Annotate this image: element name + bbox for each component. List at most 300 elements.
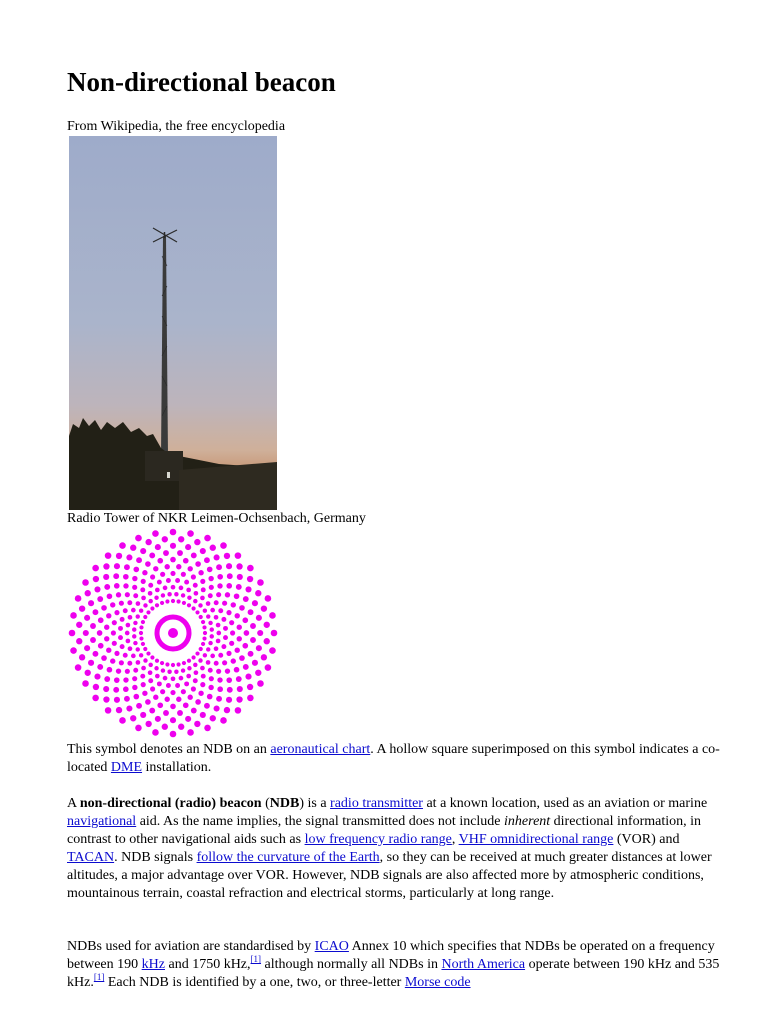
symbol-dot xyxy=(235,707,242,714)
symbol-dot xyxy=(148,678,153,683)
link-vhf-omnidirectional-range[interactable]: VHF omnidirectional range xyxy=(458,832,614,847)
symbol-dot xyxy=(222,660,227,665)
symbol-dot xyxy=(182,661,186,665)
symbol-dot xyxy=(203,631,207,635)
symbol-dot xyxy=(182,601,186,605)
symbol-dot xyxy=(118,635,123,640)
symbol-dot xyxy=(136,703,142,709)
symbol-dot xyxy=(163,676,168,681)
symbol-dot xyxy=(177,550,183,556)
link-dme[interactable]: DME xyxy=(110,760,143,775)
symbol-dot xyxy=(90,637,96,643)
symbol-dot xyxy=(183,558,189,564)
symbol-dot xyxy=(70,612,77,619)
field xyxy=(179,462,277,510)
symbol-dot xyxy=(88,660,94,666)
symbol-dot xyxy=(163,586,168,591)
symbol-dot xyxy=(206,601,211,606)
symbol-dot xyxy=(194,591,199,596)
symbol-dot xyxy=(229,641,234,646)
symbol-dot xyxy=(123,686,129,692)
symbol-dot xyxy=(113,573,119,579)
symbol-dot xyxy=(114,583,120,589)
symbol-dot xyxy=(200,596,205,601)
symbol-dot xyxy=(237,636,242,641)
symbol-dot xyxy=(245,586,251,592)
symbol-dot xyxy=(143,615,147,619)
link-aeronautical-chart[interactable]: aeronautical chart xyxy=(270,742,371,757)
symbol-dot xyxy=(116,553,122,559)
symbol-dot xyxy=(193,663,197,667)
symbol-dot xyxy=(216,631,221,636)
symbol-dot xyxy=(124,564,130,570)
ndb-chart-symbol[interactable] xyxy=(68,528,278,738)
symbol-dot xyxy=(248,651,254,657)
symbol-dot xyxy=(128,646,133,651)
symbol-dot xyxy=(76,638,82,644)
symbol-dot xyxy=(83,630,89,636)
symbol-dot xyxy=(118,626,123,631)
symbol-dot xyxy=(210,634,214,638)
symbol-dot xyxy=(114,651,119,656)
symbol-dot xyxy=(255,590,261,596)
symbol-dot xyxy=(208,621,212,625)
symbol-dot xyxy=(179,676,184,681)
symbol-dot xyxy=(220,717,227,724)
symbol-dot xyxy=(136,601,141,606)
symbol-dot xyxy=(171,599,175,603)
symbol-dot xyxy=(195,651,199,655)
symbol-dot xyxy=(201,620,205,624)
symbol-dot xyxy=(256,615,262,621)
symbol-dot xyxy=(247,695,254,702)
symbol-dot xyxy=(204,557,210,563)
symbol-dot xyxy=(170,731,177,738)
symbol-dot xyxy=(216,639,221,644)
symbol-dot xyxy=(170,690,175,695)
symbol-dot xyxy=(199,615,203,619)
symbol-dot xyxy=(191,606,195,610)
symbol-dot xyxy=(225,668,230,673)
symbol-dot xyxy=(247,565,254,572)
symbol-dot xyxy=(140,712,146,718)
symbol-dot xyxy=(195,561,201,567)
link-khz[interactable]: kHz xyxy=(141,957,165,972)
symbol-dot xyxy=(178,536,184,542)
symbol-dot xyxy=(136,614,140,618)
symbol-dot xyxy=(200,548,206,554)
symbol-dot xyxy=(252,660,258,666)
symbol-dot xyxy=(234,667,240,673)
symbol-dot xyxy=(140,674,145,679)
symbol-dot xyxy=(257,680,264,687)
symbol-dot xyxy=(191,686,196,691)
symbol-dot xyxy=(265,595,272,602)
symbol-dot xyxy=(227,573,233,579)
link-earth-curvature[interactable]: follow the curvature of the Earth xyxy=(196,850,380,865)
symbol-dot xyxy=(157,580,162,585)
link-morse-code[interactable]: Morse code xyxy=(404,975,471,990)
symbol-dot xyxy=(165,697,170,702)
symbol-dot xyxy=(165,662,169,666)
symbol-dot xyxy=(141,579,146,584)
symbol-dot xyxy=(126,623,131,628)
symbol-dot xyxy=(132,685,137,690)
symbol-dot xyxy=(130,715,136,721)
symbol-dot xyxy=(231,658,236,663)
symbol-dot xyxy=(257,630,263,636)
symbol-dot xyxy=(221,617,226,622)
symbol-dot xyxy=(166,578,171,583)
symbol-dot xyxy=(188,695,193,700)
symbol-dot xyxy=(163,550,169,556)
symbol-dot xyxy=(155,603,159,607)
symbol-dot xyxy=(155,716,161,722)
symbol-dot xyxy=(203,608,207,612)
symbol-dot xyxy=(136,647,140,651)
symbol-dot xyxy=(110,658,115,663)
symbol-dot xyxy=(226,610,231,615)
symbol-dot xyxy=(131,608,136,613)
symbol-dot xyxy=(175,683,180,688)
symbol-dot xyxy=(136,660,141,665)
symbol-dot xyxy=(160,689,165,694)
symbol-dot xyxy=(126,554,132,560)
symbol-dot xyxy=(226,677,232,683)
symbol-dot xyxy=(82,680,89,687)
symbol-dot xyxy=(120,617,125,622)
symbol-dot xyxy=(265,664,272,671)
symbol-dot xyxy=(103,686,109,692)
symbol-dot xyxy=(105,552,112,559)
symbol-dot xyxy=(204,535,211,542)
symbol-dot xyxy=(170,529,177,536)
symbol-dot xyxy=(135,725,142,732)
symbol-dot xyxy=(193,678,198,683)
symbol-dot xyxy=(208,593,213,598)
symbol-dot xyxy=(174,592,178,596)
symbol-dot xyxy=(155,674,160,679)
term-ndb: NDB xyxy=(269,796,300,811)
symbol-dot xyxy=(150,655,154,659)
symbol-dot xyxy=(161,593,165,597)
symbol-dot xyxy=(194,721,200,727)
symbol-dot xyxy=(142,570,147,575)
symbol-dot xyxy=(155,588,160,593)
term-non-directional-beacon: non-directional (radio) beacon xyxy=(79,796,262,811)
symbol-dot xyxy=(162,536,168,542)
symbol-dot xyxy=(166,683,171,688)
symbol-dot xyxy=(139,625,143,629)
symbol-dot xyxy=(214,554,220,560)
symbol-dot xyxy=(127,661,132,666)
symbol-dot xyxy=(141,666,146,671)
symbol-dot xyxy=(150,606,154,610)
link-icao[interactable]: ICAO xyxy=(314,939,349,954)
symbol-dot xyxy=(110,602,115,607)
symbol-dot xyxy=(104,625,109,630)
symbol-dot xyxy=(123,653,128,658)
symbol-dot xyxy=(104,636,109,641)
symbol-dot xyxy=(237,574,243,580)
symbol-dot xyxy=(114,563,120,569)
symbol-dot xyxy=(179,586,184,591)
symbol-dot xyxy=(187,530,194,537)
symbol-dot xyxy=(230,630,235,635)
symbol-dot xyxy=(187,729,194,736)
symbol-dot xyxy=(140,548,146,554)
symbol-dot xyxy=(214,646,219,651)
symbol-dot xyxy=(79,654,85,660)
symbol-dot xyxy=(194,670,199,675)
symbol-dot xyxy=(237,625,242,630)
symbol-dot xyxy=(191,655,195,659)
symbol-dot xyxy=(186,674,191,679)
link-north-america[interactable]: North America xyxy=(441,957,526,972)
symbol-dot xyxy=(167,670,171,674)
symbol-dot xyxy=(237,686,243,692)
symbol-dot xyxy=(146,651,150,655)
symbol-dot xyxy=(181,668,185,672)
tower-caption: Radio Tower of NKR Leimen-Ochsenbach, Germany xyxy=(67,511,366,526)
symbol-dot xyxy=(93,576,99,582)
symbol-dot xyxy=(210,627,214,631)
link-navigational[interactable]: navigational xyxy=(67,814,137,829)
symbol-dot xyxy=(119,717,126,724)
symbol-dot xyxy=(127,600,132,605)
symbol-dot xyxy=(116,668,121,673)
symbol-dot xyxy=(153,566,158,571)
symbol-dot xyxy=(200,712,206,718)
symbol-dot xyxy=(222,601,227,606)
symbol-dot xyxy=(148,591,153,596)
symbol-dot xyxy=(157,558,163,564)
symbol-caption: This symbol denotes an NDB on an aeronautical chart. A hollow square superimposed on this symbol indicates a co-located DME installation. xyxy=(67,742,720,775)
symbol-dot xyxy=(176,697,181,702)
link-tacan[interactable]: TACAN xyxy=(67,850,115,865)
symbol-dot xyxy=(101,655,107,661)
symbol-dot xyxy=(214,705,220,711)
symbol-dot xyxy=(162,724,168,730)
symbol-dot xyxy=(75,664,82,671)
symbol-dot xyxy=(149,708,155,714)
symbol-dot xyxy=(101,605,107,611)
symbol-dot xyxy=(150,686,155,691)
symbol-dot xyxy=(217,686,223,692)
symbol-dot xyxy=(210,654,215,659)
symbol-dot xyxy=(236,696,242,702)
symbol-dot xyxy=(139,653,143,657)
symbol-dot xyxy=(165,599,169,603)
symbol-dot xyxy=(130,545,136,551)
symbol-dot xyxy=(191,574,196,579)
symbol-dot xyxy=(125,592,130,597)
symbol-dot xyxy=(216,623,221,628)
symbol-dot xyxy=(148,670,153,675)
symbol-dot xyxy=(157,681,162,686)
symbol-dot xyxy=(123,677,128,682)
symbol-dot xyxy=(98,643,104,649)
symbol-center-dot xyxy=(168,628,178,638)
symbol-dot xyxy=(107,593,113,599)
symbol-dot xyxy=(123,574,129,580)
symbol-dot xyxy=(93,609,99,615)
symbol-dot xyxy=(243,596,249,602)
symbol-dot xyxy=(209,585,214,590)
symbol-dot xyxy=(234,593,240,599)
symbol-dot xyxy=(119,660,124,665)
symbol-dot xyxy=(82,579,89,586)
symbol-dot xyxy=(128,615,133,620)
symbol-dot xyxy=(94,586,100,592)
symbol-dot xyxy=(133,694,139,700)
symbol-dot xyxy=(126,639,131,644)
symbol-dot xyxy=(217,583,222,588)
hut xyxy=(145,451,183,481)
symbol-dot xyxy=(223,626,228,631)
symbol-dot xyxy=(216,696,222,702)
symbol-dot xyxy=(94,674,100,680)
symbol-dot xyxy=(135,535,142,542)
symbol-dot xyxy=(75,595,82,602)
symbol-dot xyxy=(171,676,176,681)
symbol-dot xyxy=(261,605,267,611)
symbol-dot xyxy=(175,578,180,583)
symbol-dot xyxy=(160,661,164,665)
symbol-dot xyxy=(104,584,110,590)
symbol-dot xyxy=(187,603,191,607)
link-radio-transmitter[interactable]: radio transmitter xyxy=(330,796,423,811)
symbol-dot xyxy=(186,588,191,593)
symbol-dot xyxy=(88,600,94,606)
symbol-dot xyxy=(206,660,211,665)
symbol-dot xyxy=(245,674,251,680)
symbol-dot xyxy=(244,630,250,636)
symbol-dot xyxy=(181,689,186,694)
symbol-dot xyxy=(142,691,147,696)
symbol-dot xyxy=(98,617,104,623)
hut-sign xyxy=(167,472,170,478)
symbol-dot xyxy=(141,682,146,687)
symbol-dot xyxy=(225,592,230,597)
symbol-dot xyxy=(247,684,253,690)
symbol-dot xyxy=(133,567,139,573)
symbol-dot xyxy=(208,685,213,690)
symbol-dot xyxy=(176,662,180,666)
symbol-dot xyxy=(69,630,76,637)
symbol-dot xyxy=(114,677,120,683)
symbol-dot xyxy=(257,579,264,586)
symbol-dot xyxy=(132,634,136,638)
symbol-dot xyxy=(171,663,175,667)
symbol-dot xyxy=(165,564,170,569)
symbol-dot xyxy=(163,710,169,716)
symbol-dot xyxy=(243,664,249,670)
symbol-dot xyxy=(191,553,197,559)
symbol-dot xyxy=(155,544,161,550)
symbol-dot xyxy=(187,666,191,670)
symbol-dot xyxy=(198,570,203,575)
link-low-frequency-radio-range[interactable]: low frequency radio range xyxy=(304,832,452,847)
radio-tower-photo[interactable] xyxy=(69,136,277,510)
symbol-dot xyxy=(207,567,213,573)
symbol-dot xyxy=(226,583,232,589)
symbol-dot xyxy=(170,557,176,563)
symbol-dot xyxy=(181,593,185,597)
symbol-dot xyxy=(255,670,261,676)
symbol-dot xyxy=(191,708,197,714)
symbol-dot xyxy=(188,566,193,571)
symbol-dot xyxy=(143,658,147,662)
page-title: Non-directional beacon xyxy=(67,67,336,97)
symbol-dot xyxy=(143,603,147,607)
symbol-dot xyxy=(235,613,240,618)
symbol-dot xyxy=(208,576,213,581)
symbol-dot xyxy=(236,563,242,569)
symbol-dot xyxy=(154,596,158,600)
symbol-dot xyxy=(84,615,90,621)
symbol-dot xyxy=(85,670,91,676)
symbol-dot xyxy=(143,647,147,651)
symbol-dot xyxy=(206,614,210,618)
symbol-dot xyxy=(97,664,103,670)
symbol-dot xyxy=(114,697,120,703)
symbol-dot xyxy=(226,697,232,703)
symbol-dot xyxy=(148,599,152,603)
symbol-dot xyxy=(218,608,223,613)
symbol-dot xyxy=(141,620,145,624)
symbol-dot xyxy=(236,584,242,590)
term-inherent: inherent xyxy=(504,814,551,829)
symbol-dot xyxy=(105,707,112,714)
symbol-dot xyxy=(76,622,82,628)
symbol-dot xyxy=(93,651,99,657)
symbol-dot xyxy=(193,599,197,603)
symbol-dot xyxy=(184,681,189,686)
reference-1-repeat[interactable]: [1] xyxy=(93,972,105,982)
symbol-dot xyxy=(148,583,153,588)
symbol-dot xyxy=(136,557,142,563)
symbol-dot xyxy=(174,670,178,674)
symbol-dot xyxy=(145,699,151,705)
symbol-dot xyxy=(150,574,155,579)
symbol-dot xyxy=(269,647,276,654)
symbol-dot xyxy=(148,663,152,667)
symbol-dot xyxy=(206,647,210,651)
symbol-dot xyxy=(171,585,176,590)
symbol-dot xyxy=(133,621,137,625)
symbol-dot xyxy=(210,545,216,551)
symbol-dot xyxy=(199,647,203,651)
symbol-dot xyxy=(261,654,267,660)
reference-1[interactable]: [1] xyxy=(250,954,262,964)
symbol-dot xyxy=(214,615,219,620)
symbol-dot xyxy=(170,543,176,549)
symbol-dot xyxy=(204,703,210,709)
symbol-dot xyxy=(123,608,128,613)
symbol-dot xyxy=(154,666,158,670)
intro-paragraph: A non-directional (radio) beacon (NDB) is a radio transmitter at a known location, used as an aviation or marine navigational aid. As the name implies, the signal transmitted does not include inherent directional information, in contrast to other navigational aids such as low frequency radio range, VHF omnidirectional range (VOR) and TACAN. NDB signals follow the curvature of the Earth, so they can be received at much greater distances at lower altitudes, a major advantage over VOR. However, NDB signals are also affected more by atmospheric conditions, mountainous terrain, coastal refraction and electrical storms, particularly at long range. xyxy=(67,796,712,901)
symbol-dot xyxy=(112,641,117,646)
symbol-dot xyxy=(103,563,109,569)
symbol-dot xyxy=(131,654,136,659)
symbol-dot xyxy=(200,579,205,584)
symbol-dot xyxy=(224,553,230,559)
symbol-dot xyxy=(184,580,189,585)
symbol-dot xyxy=(133,593,138,598)
symbol-dot xyxy=(161,668,165,672)
symbol-dot xyxy=(208,668,213,673)
